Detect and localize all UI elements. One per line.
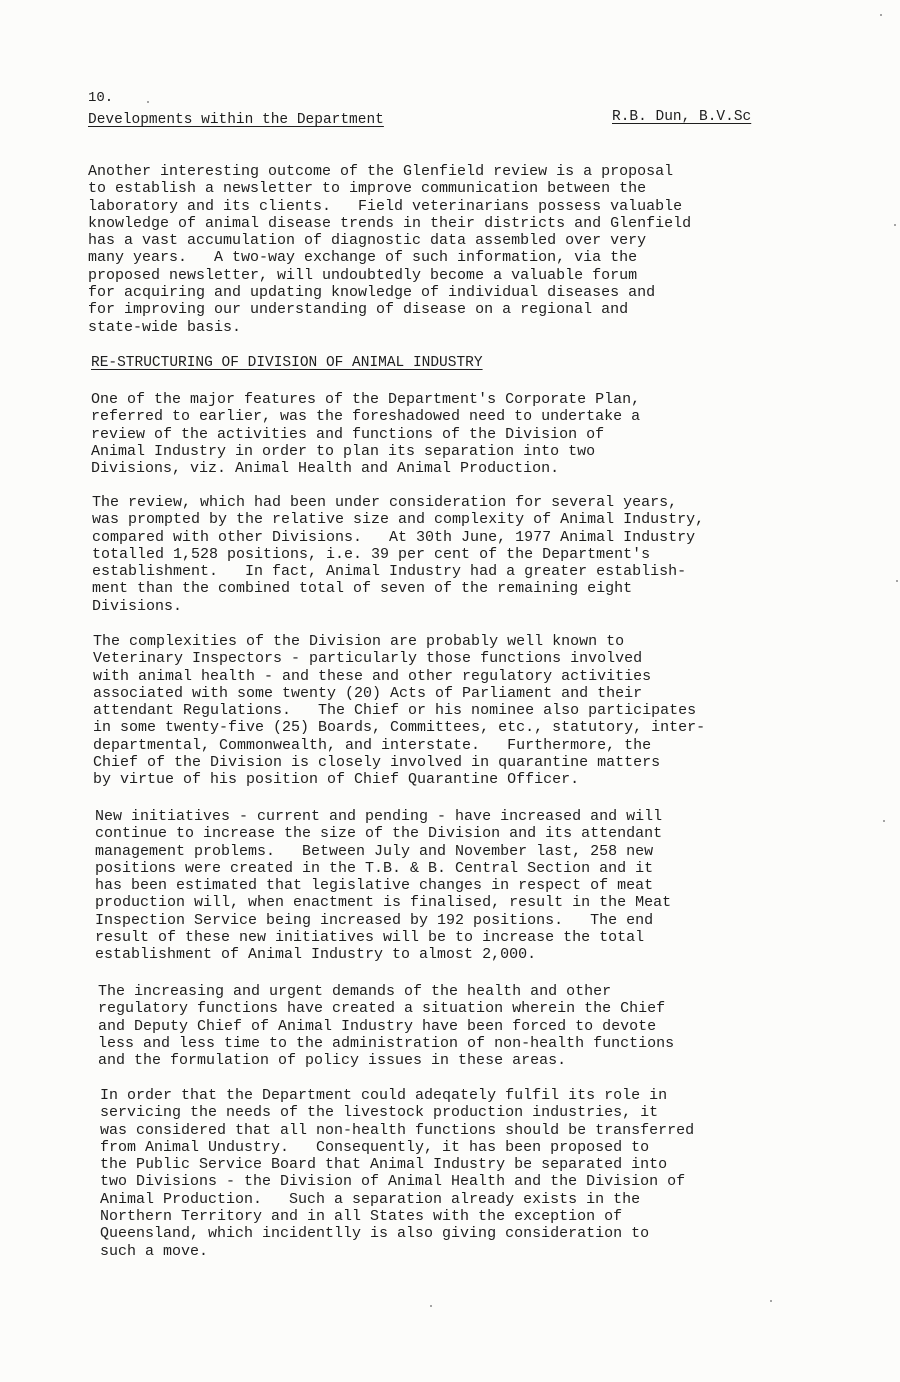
scan-speck [770,1300,772,1302]
page-number: 10. [88,90,114,106]
scan-speck [883,820,885,822]
paragraph-new-initiatives: New initiatives - current and pending - have increased and will continue to increase the size of the Division and its attendant management problems. Between July and November last, 258 new positions were created in the T.B. & B. Central Section and it has been estimated that legislative changes in respect of meat production will, when enactment is finalised, result in the Meat Inspection Service being increased by 192 positions. The end result of these new initiatives will be to increase the total establishment of Animal Industry to almost 2,000. [95,808,672,964]
paragraph-review: The review, which had been under consideration for several years, was prompted by the relative size and complexity of Animal Industry, compared with other Divisions. At 30th June, 1977 Animal Industry totalled 1,528 positions, i.e. 39 per cent of the Department's establishment. In fact, Animal Industry had a greater establish- ment than the combined total of seven of the remaining eight Divisions. [92,494,705,615]
scan-speck [880,14,882,16]
scan-speck [896,580,898,582]
article-title: Developments within the Department [88,112,384,128]
section-title: RE-STRUCTURING OF DIVISION OF ANIMAL INDUSTRY [91,355,483,371]
scan-speck [430,1305,432,1307]
scan-speck [147,101,149,103]
scan-speck [894,224,896,226]
paragraph-demands: The increasing and urgent demands of the health and other regulatory functions have created a situation wherein the Chief and Deputy Chief of Animal Industry have been forced to devote less and less time to the administration of non-health functions and the formulation of policy issues in these areas. [98,983,675,1070]
paragraph-complexities: The complexities of the Division are probably well known to Veterinary Inspectors - particularly those functions involved with animal health - and these and other regulatory activities associated with some twenty (20) Acts of Parliament and their attendant Regulations. The Chief or his nominee also participates in some twenty-five (25) Boards, Committees, etc., statutory, inter- departmental, Commonwealth, and interstate. Furthermore, the Chief of the Division is closely involved in quarantine matters by virtue of his position of Chief Quarantine Officer. [93,633,706,789]
paragraph-newsletter: Another interesting outcome of the Glenfield review is a proposal to establish a newsletter to improve communication between the laboratory and its clients. Field veterinarians possess valuable knowledge of animal disease trends in their districts and Glenfield has a vast accumulation of diagnostic data assembled over very many years. A two-way exchange of such information, via the proposed newsletter, will undoubtedly become a valuable forum for acquiring and updating knowledge of individual diseases and for improving our understanding of disease on a regional and state-wide basis. [88,163,692,336]
paragraph-corporate-plan: One of the major features of the Department's Corporate Plan, referred to earlier, was the foreshadowed need to undertake a review of the activities and functions of the Division of Animal Industry in order to plan its separation into two Divisions, viz. Animal Health and Animal Production. [91,391,641,478]
paragraph-separation: In order that the Department could adeqately fulfil its role in servicing the needs of the livestock production industries, it was considered that all non-health functions should be transferred from Animal Undustry. Consequently, it has been proposed to the Public Service Board that Animal Industry be separated into two Divisions - the Division of Animal Health and the Division of Animal Production. Such a separation already exists in the Northern Territory and in all States with the exception of Queensland, which incidentlly is also giving consideration to such a move. [100,1087,695,1260]
article-author: R.B. Dun, B.V.Sc [612,109,752,125]
